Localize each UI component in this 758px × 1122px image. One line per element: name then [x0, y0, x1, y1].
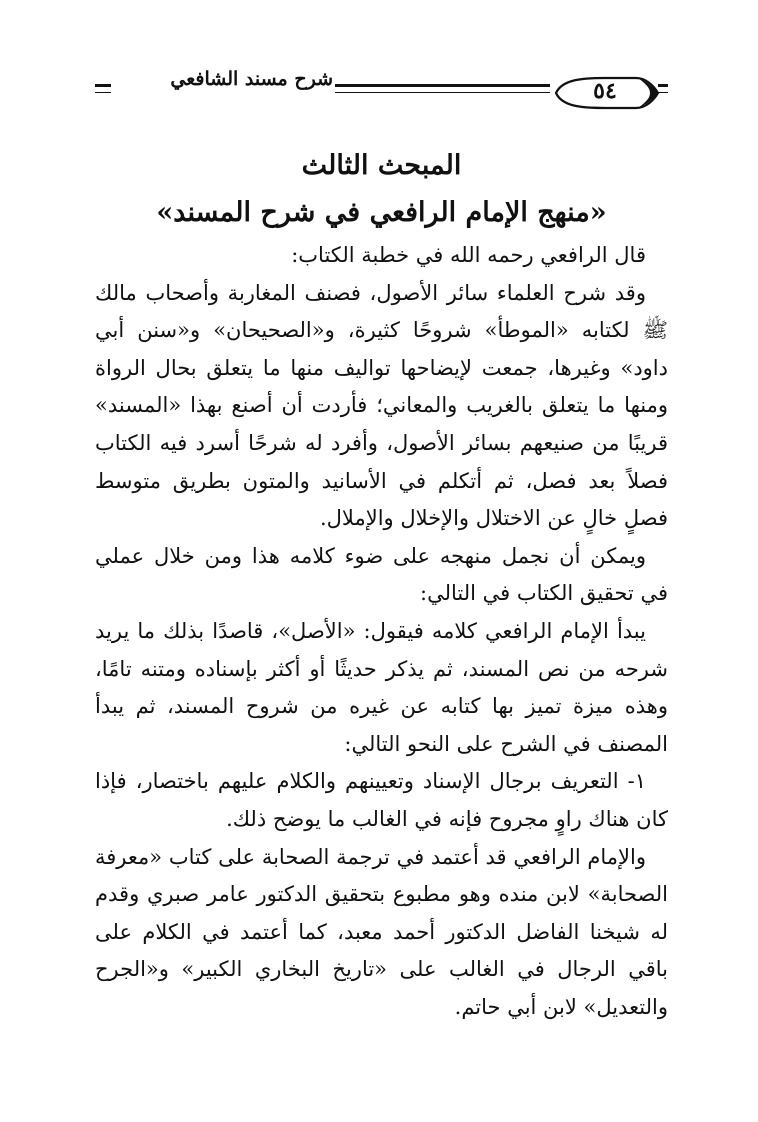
page-body: [95, 135, 668, 1026]
header-rule-left-thin: [95, 92, 111, 93]
paragraph-intro: قال الرافعي رحمه الله في خطبة الكتاب:: [291, 243, 646, 267]
header-rule-middle-thin: [335, 92, 550, 93]
header-rule-middle-thick: [335, 84, 550, 87]
page-number-badge: [550, 76, 660, 110]
paragraph-sources: والإمام الرافعي قد أعتمد في ترجمة الصحابة على كتاب «معرفة الصحابة» لابن منده وهو مطبوع بتحقيق الدكتور عامر صبري وقدم له شيخنا الفاضل الدكتور أحمد معبد، كما أعتمد في الكلام على باقي الرجال في الغالب على «تاريخ البخاري الكبير» و«الجرح والتعديل» لابن أبي حاتم.: [95, 844, 668, 1019]
paragraph-quote: وقد شرح العلماء سائر الأصول، فصنف المغاربة وأصحاب مالك ﷺ لكتابه «الموطأ» شروحًا كثيرة، و«الصحيحان» و«سنن أبي داود» وغيرها، جمعت لإيضاحها تواليف منها ما يتعلق بحال الرواة ومنها ما يتعلق بالغريب والمعاني؛ فأردت أن أصنع بهذا «المسند» قريبًا من صنيعهم بسائر الأصول، وأفرد له شرحًا أسرد فيه الكتاب فصلاً بعد فصل، ثم أتكلم في الأسانيد والمتون بطريق متوسط فصلٍ خالٍ عن الاختلال والإخلال والإملال.: [95, 280, 668, 531]
paragraph-start: يبدأ الإمام الرافعي كلامه فيقول: «الأصل»، قاصدًا بذلك ما يريد شرحه من نص المسند، ثم يذكر حديثًا أو أكثر بإسناده ومتنه تامًا، وهذه ميزة تميز بها كتابه عن غيره من شروح المسند، ثم يبدأ المصنف في الشرح على النحو التالي:: [95, 618, 668, 756]
running-title: شرح مسند الشافعي: [170, 68, 333, 90]
page-number: ٥٤: [593, 78, 617, 104]
paragraph-point-1: ١- التعريف برجال الإسناد وتعيينهم والكلام عليهم باختصار، فإذا كان هناك راوٍ مجروح فإنه في الغالب ما يوضح ذلك.: [95, 769, 668, 831]
header-rule-left-thick: [95, 84, 111, 87]
paragraph-method: ويمكن أن نجمل منهجه على ضوء كلامه هذا ومن خلال عملي في تحقيق الكتاب في التالي:: [95, 543, 668, 606]
section-subtitle: «منهج الإمام الرافعي في شرح المسند»: [156, 197, 607, 228]
page-header: [95, 62, 668, 118]
section-title: المبحث الثالث: [301, 150, 462, 181]
